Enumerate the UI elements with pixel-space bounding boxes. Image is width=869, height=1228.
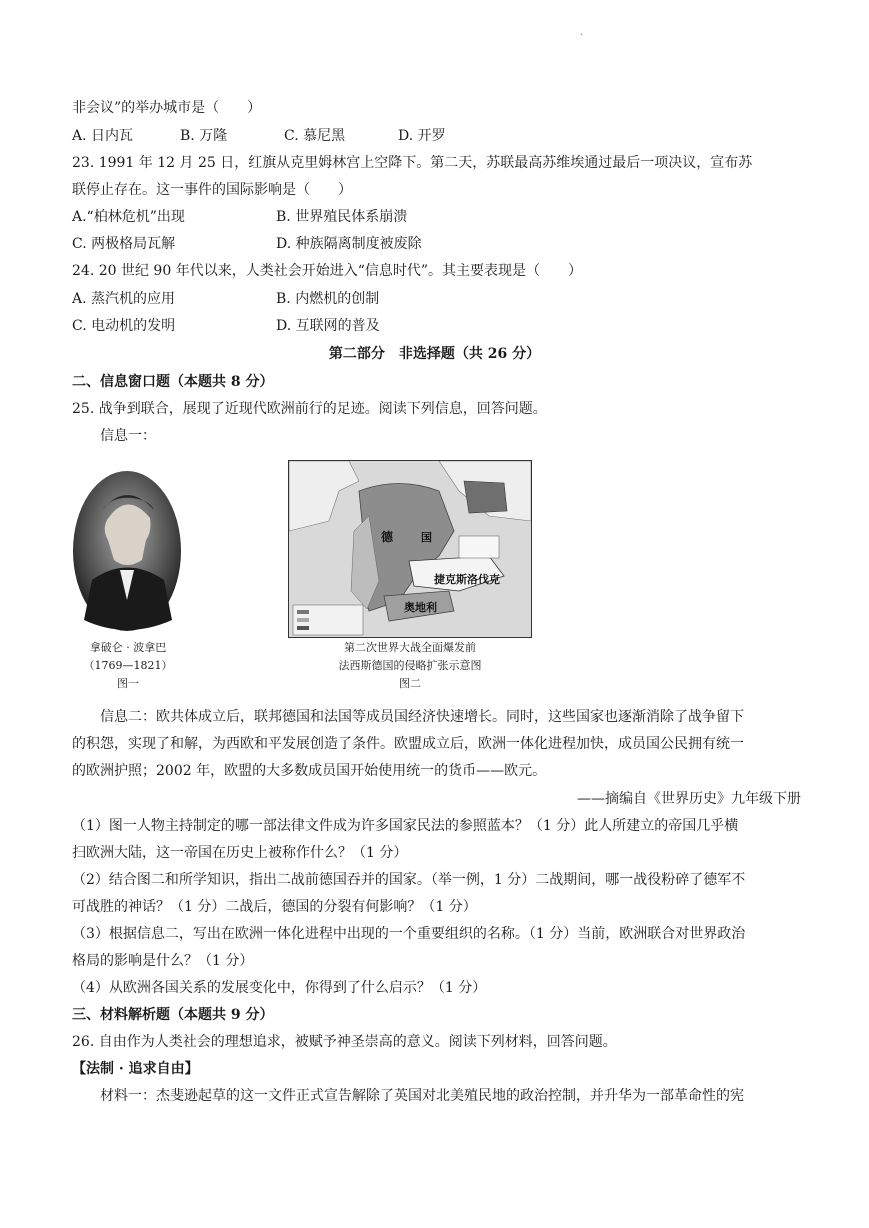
page-mark: · xyxy=(580,30,584,41)
map-label-austria: 奥地利 xyxy=(404,601,437,614)
q23-option-a: A.“柏林危机”出现 xyxy=(72,209,185,225)
fig2-label: 图二 xyxy=(399,677,421,690)
info2-source: ——摘编自《世界历史》九年级下册 xyxy=(577,791,801,807)
map-label-germany1: 德 xyxy=(381,530,394,544)
q26-tag: 【法制 · 追求自由】 xyxy=(72,1061,199,1077)
q23-option-d: D. 种族隔离制度被废除 xyxy=(276,236,422,252)
fig1-label: 图一 xyxy=(117,677,139,690)
fig2-caption-line2: 法西斯德国的侵略扩张示意图 xyxy=(338,659,482,672)
figure-germany-expansion-map xyxy=(288,460,532,638)
section2-title: 二、信息窗口题（本题共 8 分） xyxy=(72,374,274,390)
map-label-czech: 捷克斯洛伐克 xyxy=(434,573,500,586)
q22-option-d: D. 开罗 xyxy=(398,128,446,144)
napoleon-portrait-image xyxy=(72,470,182,632)
q22-option-a: A. 日内瓦 xyxy=(72,128,134,144)
q24-stem: 24. 20 世纪 90 年代以来，人类社会开始进入“信息时代”。其主要表现是（ ） xyxy=(72,263,583,279)
q22-option-b: B. 万隆 xyxy=(180,128,228,144)
part2-title: 第二部分 非选择题（共 26 分） xyxy=(328,346,541,362)
q22-tail: 非会议”的举办城市是（ ） xyxy=(72,100,262,116)
q26-intro: 26. 自由作为人类社会的理想追求，被赋予神圣崇高的意义。阅读下列材料，回答问题。 xyxy=(72,1034,617,1050)
info2-line2: 的积怨，实现了和解，为西欧和平发展创造了条件。欧盟成立后，欧洲一体化进程加快，成员国公民拥有统一 xyxy=(72,736,744,752)
q23-stem-line2: 联停止存在。这一事件的国际影响是（ ） xyxy=(72,182,352,198)
q24-option-a: A. 蒸汽机的应用 xyxy=(72,291,176,307)
q24-option-c: C. 电动机的发明 xyxy=(72,318,176,334)
q25-intro: 25. 战争到联合，展现了近现代欧洲前行的足迹。阅读下列信息，回答问题。 xyxy=(72,401,547,417)
q25-sub4: （4）从欧洲各国关系的发展变化中，你得到了什么启示？（1 分） xyxy=(72,980,487,996)
q25-sub2-line2: 可战胜的神话？（1 分）二战后，德国的分裂有何影响？（1 分） xyxy=(72,899,477,915)
q24-option-b: B. 内燃机的创制 xyxy=(276,291,380,307)
q25-sub1-line2: 扫欧洲大陆，这一帝国在历史上被称作什么？（1 分） xyxy=(72,845,408,861)
q23-option-b: B. 世界殖民体系崩溃 xyxy=(276,209,408,225)
q26-material1: 材料一：杰斐逊起草的这一文件正式宣告解除了英国对北美殖民地的政治控制，并升华为一部革命性的宪 xyxy=(100,1088,744,1104)
q23-stem-line1: 23. 1991 年 12 月 25 日，红旗从克里姆林宫上空降下。第二天，苏联最高苏维埃通过最后一项决议，宣布苏 xyxy=(72,155,753,171)
q25-sub2-line1: （2）结合图二和所学知识，指出二战前德国吞并的国家。（举一例，1 分）二战期间，哪一战役粉碎了德军不 xyxy=(72,872,746,888)
info2-line1: 信息二：欧共体成立后，联邦德国和法国等成员国经济快速增长。同时，这些国家也逐渐消除了战争留下 xyxy=(100,709,744,725)
q23-option-c: C. 两极格局瓦解 xyxy=(72,236,176,252)
q25-sub3-line2: 格局的影响是什么？（1 分） xyxy=(72,953,254,969)
fig2-caption-line1: 第二次世界大战全面爆发前 xyxy=(344,641,476,654)
map-label-germany2: 国 xyxy=(421,531,432,544)
q24-option-d: D. 互联网的普及 xyxy=(276,318,380,334)
fig1-caption-years: （1769—1821） xyxy=(83,659,173,672)
map-image xyxy=(289,461,531,637)
q25-sub1-line1: （1）图一人物主持制定的哪一部法律文件成为许多国家民法的参照蓝本？（1 分）此人所建立的帝国几乎横 xyxy=(72,818,739,834)
section3-title: 三、材料解析题（本题共 9 分） xyxy=(72,1007,274,1023)
info1-label: 信息一： xyxy=(100,428,156,444)
figure-napoleon-portrait xyxy=(72,470,182,632)
q25-sub3-line1: （3）根据信息二，写出在欧洲一体化进程中出现的一个重要组织的名称。（1 分）当前，欧洲联合对世界政治 xyxy=(72,926,746,942)
info2-line3: 的欧洲护照；2002 年，欧盟的大多数成员国开始使用统一的货币——欧元。 xyxy=(72,763,547,779)
q22-option-c: C. 慕尼黑 xyxy=(284,128,346,144)
fig1-caption-name: 拿破仑 · 波拿巴 xyxy=(89,641,167,654)
